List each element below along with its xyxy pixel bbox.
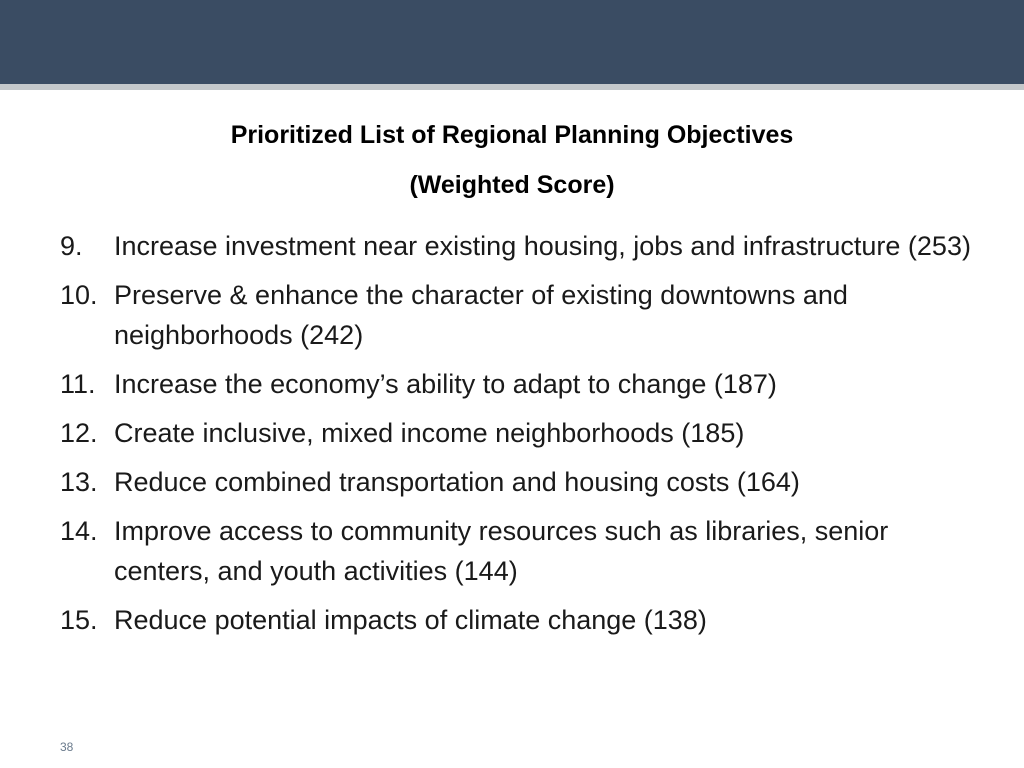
list-item [60, 226, 980, 266]
title-line-1: Prioritized List of Regional Planning Objectives [230, 121, 794, 149]
list-item-text: Create inclusive, mixed income neighborhoods (185) [114, 418, 745, 448]
list-item-number: 10. [60, 280, 98, 310]
objectives-list [60, 226, 980, 649]
list-item-number: 12. [60, 418, 98, 448]
list-item [60, 600, 980, 640]
slide-title [0, 110, 1024, 210]
list-item-text: Increase the economy’s ability to adapt to change (187) [114, 369, 777, 399]
page-number: 38 [60, 740, 74, 754]
list-item [60, 364, 980, 404]
list-item-number: 13. [60, 467, 98, 497]
list-item [60, 462, 980, 502]
list-item-text: Reduce combined transportation and housing costs (164) [114, 467, 800, 497]
list-item-text: Increase investment near existing housing, jobs and infrastructure (253) [114, 231, 971, 261]
list-item [60, 511, 980, 591]
header-divider [0, 84, 1024, 90]
list-item [60, 275, 980, 355]
list-item [60, 413, 980, 453]
list-item-text: Improve access to community resources such as libraries, senior centers, and youth activities (144) [114, 516, 889, 586]
list-item-number: 15. [60, 605, 98, 635]
title-line-2: (Weighted Score) [409, 171, 615, 199]
list-item-text: Reduce potential impacts of climate change (138) [114, 605, 707, 635]
list-item-number: 14. [60, 516, 98, 546]
list-item-number: 11. [60, 369, 96, 399]
header-band [0, 0, 1024, 84]
list-item-number: 9. [60, 231, 83, 261]
list-item-text: Preserve & enhance the character of existing downtowns and neighborhoods (242) [114, 280, 848, 350]
